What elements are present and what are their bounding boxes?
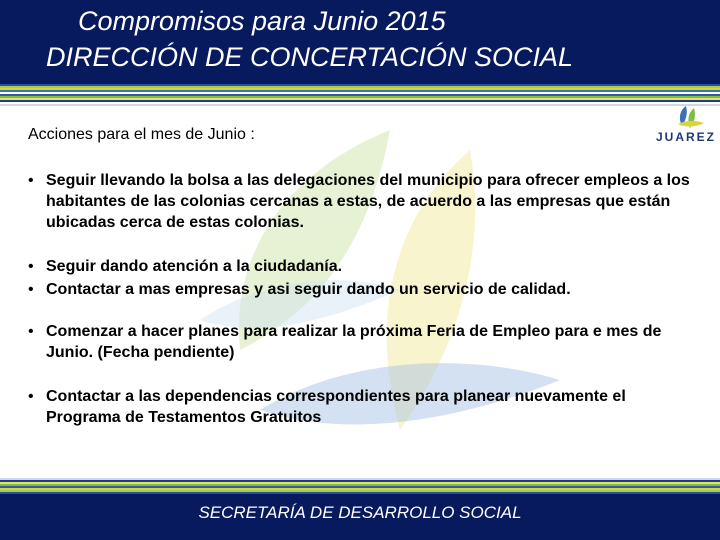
bullet-marker: •: [28, 323, 34, 340]
title-line-1: Compromisos para Junio 2015: [78, 6, 446, 36]
list-item: [28, 256, 698, 277]
bullet-text: Contactar a las dependencias correspondientes para planear nuevamente el Programa de Testamentos Gratuitos: [46, 388, 626, 426]
list-item: [28, 279, 698, 300]
bullet-marker: •: [28, 172, 34, 189]
bullet-text: Comenzar a hacer planes para realizar la próxima Feria de Empleo para e mes de Junio. (Fecha pendiente): [46, 323, 662, 361]
intro-text: Acciones para el mes de Junio :: [28, 126, 255, 143]
footer-title: SECRETARÍA DE DESARROLLO SOCIAL: [198, 503, 522, 522]
list-item: [28, 321, 698, 363]
bullet-marker: •: [28, 258, 34, 275]
list-item: [28, 386, 698, 428]
title-line-2: DIRECCIÓN DE CONCERTACIÓN SOCIAL: [46, 42, 574, 72]
footer-stripes: [0, 478, 720, 494]
bullet-marker: •: [28, 388, 34, 405]
leaf-logo-icon: [656, 104, 720, 130]
bullet-text: Seguir llevando la bolsa a las delegaciones del municipio para ofrecer empleos a los habitantes de las colonias cercanas a estas, de acuerdo a las empresas que están ubicadas cerca de estas colonias.: [46, 172, 690, 231]
logo-wordmark: JUAREZ: [656, 130, 717, 144]
bullet-text: Seguir dando atención a la ciudadanía.: [46, 258, 343, 275]
juarez-logo: [656, 104, 720, 156]
bullet-marker: •: [28, 281, 34, 298]
list-item: [28, 170, 698, 233]
footer-banner: [0, 494, 720, 540]
bullet-text: Contactar a mas empresas y asi seguir dando un servicio de calidad.: [46, 281, 571, 298]
